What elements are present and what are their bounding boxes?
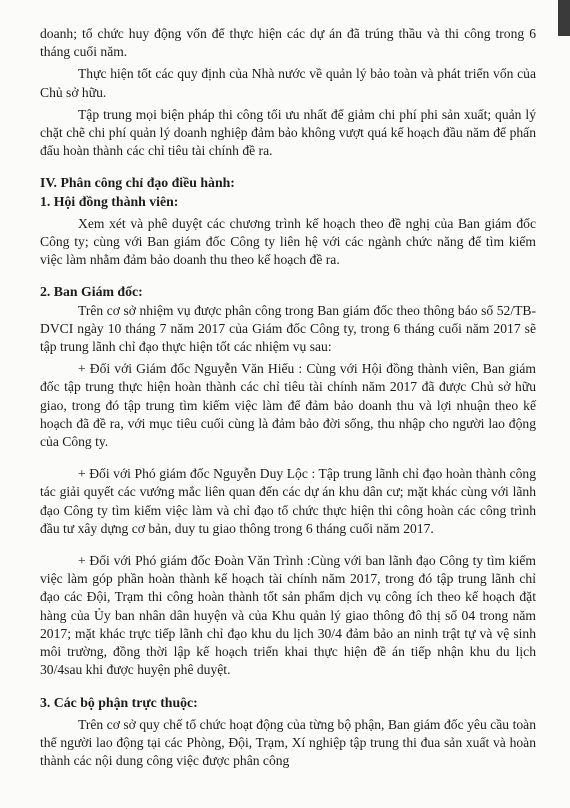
paragraph-deputy-trinh: + Đối với Phó giám đốc Đoàn Văn Trình :Cùng với ban lãnh đạo Công ty tìm kiếm việc làm góp phần hoàn thành kế hoạch tài chính năm 2017, trong đó tập trung lãnh chỉ đạo các Đội, Trạm thi công hoàn thành tốt sản phẩm dịch vụ công ích theo kế hoạch đặt hàng của Ủy ban nhân dân huyện và của Khu quản lý giao thông đô thị số 04 trong năm 2017; mặt khác trực tiếp lãnh chỉ đạo khu du lịch 30/4 đảm bảo an ninh trật tự và vệ sinh môi trường, đồng thời lập kế hoạch triển khai thực hiện đề án tiếp nhận khu du lịch 30/4sau khi được huyện phê duyệt.: [40, 553, 536, 678]
paragraph-funding: doanh; tổ chức huy động vốn để thực hiện các dự án đã trúng thầu và thi công trong 6 tháng cuối năm.: [40, 26, 536, 60]
paragraph-cost-control: Tập trung mọi biện pháp thi công tối ưu nhất để giảm chi phí phi sản xuất; quản lý chặt chẽ chi phí quản lý doanh nghiệp đảm bảo không vượt quá kế hoạch đầu năm để phấn đấu hoàn thành các chỉ tiêu tài chính đề ra.: [40, 106, 536, 159]
subheading-directors: 2. Ban Giám đốc:: [40, 284, 143, 300]
paragraph-units: Trên cơ sở quy chế tổ chức hoạt động của từng bộ phận, Ban giám đốc yêu cầu toàn thể người lao động tại các Phòng, Đội, Trạm, Xí nghiệp tập trung thi đua sản xuất và hoàn thành các nội dung công việc được phân công: [40, 716, 536, 769]
paragraph-capital: Thực hiện tốt các quy định của Nhà nước về quản lý bảo toàn và phát triển vốn của Chủ sở hữu.: [40, 66, 536, 100]
subheading-units: 3. Các bộ phận trực thuộc:: [40, 694, 198, 710]
scan-edge-mark: [558, 0, 570, 36]
paragraph-directors-intro: Trên cơ sở nhiệm vụ được phân công trong Ban giám đốc theo thông báo số 52/TB-DVCI ngày 10 tháng 7 năm 2017 của Giám đốc Công ty, trong 6 tháng cuối năm 2017 sẽ tập trung lãnh chỉ đạo thực hiện tốt các nhiệm vụ sau:: [40, 302, 536, 355]
subheading-board: 1. Hội đồng thành viên:: [40, 193, 179, 209]
paragraph-director-hieu: + Đối với Giám đốc Nguyễn Văn Hiếu : Cùng với Hội đồng thành viên, Ban giám đốc tập trung thực hiện hoàn thành các chỉ tiêu tài chính năm 2017 đã được Chủ sở hữu giao, trong đó tập trung tìm kiếm việc làm để đảm bảo doanh thu và lợi nhuận theo kế hoạch đã đề ra, với mục tiêu cuối cùng là đảm bảo đời sống, thu nhập cho người lao động của Công ty.: [40, 361, 536, 450]
paragraph-deputy-loc: + Đối với Phó giám đốc Nguyễn Duy Lộc : Tập trung lãnh chỉ đạo hoàn thành công tác giải quyết các vướng mắc liên quan đến các dự án khu dân cư; mặt khác cùng với lãnh đạo Công ty tìm kiếm việc làm và chỉ đạo tổ chức thực hiện thi công hoàn các công trình đầu tư xây dựng cơ bản, duy tu giao thông trong 6 tháng cuối năm 2017.: [40, 466, 536, 536]
paragraph-board: Xem xét và phê duyệt các chương trình kế hoạch theo đề nghị của Ban giám đốc Công ty; cùng với Ban giám đốc Công ty liên hệ với các ngành chức năng để tìm kiếm việc làm nhằm đảm bảo doanh thu theo kế hoạch đề ra.: [40, 215, 536, 268]
section-heading-iv: IV. Phân công chỉ đạo điều hành:: [40, 175, 235, 191]
